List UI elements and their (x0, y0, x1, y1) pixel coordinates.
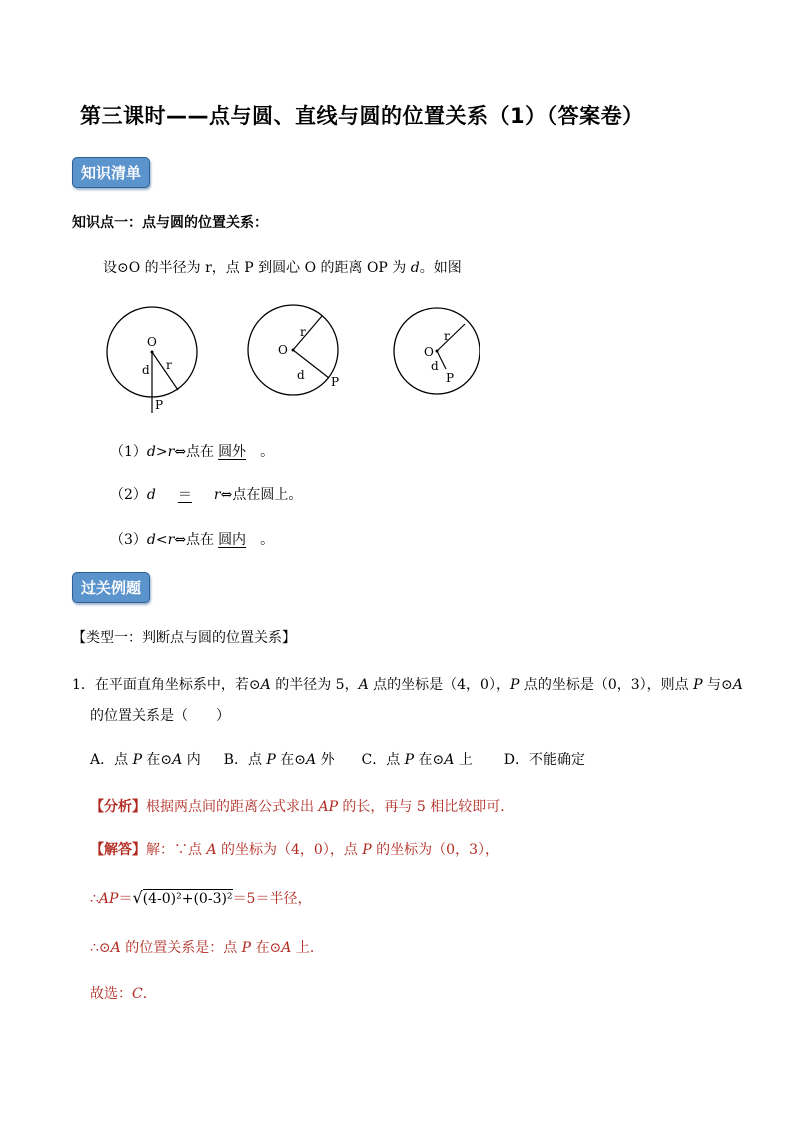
section-badge-examples: 过关例题 (72, 572, 150, 603)
knowledge-point-heading: 知识点一：点与圆的位置关系： (72, 215, 268, 231)
option-d[interactable]: D．不能确定 (503, 752, 585, 768)
fig3-distance-label: d (431, 359, 439, 373)
fig1-radius-label: r (166, 358, 172, 372)
figure-point-on (248, 305, 339, 395)
fig2-center-label: O (278, 343, 288, 357)
figure-point-inside (394, 308, 480, 394)
circle-figures (100, 300, 480, 420)
blank-answer-equal: ＝ (177, 487, 192, 503)
blank-answer-outside: 圆外 (218, 444, 247, 460)
fig3-point-label: P (446, 371, 455, 385)
conclusion-line: ∴⊙A 的位置关系是：点 P 在⊙A 上． (90, 940, 324, 956)
rule-on: （2）d ＝ r⇔点在圆上。 (110, 484, 302, 504)
answer-line: 【解答】解：∵点 A 的坐标为（4，0），点 P 的坐标为（0，3）， (90, 842, 499, 858)
fig3-center-label: O (424, 345, 434, 359)
section-badge-knowledge: 知识清单 (72, 157, 150, 188)
fig1-center-label: O (147, 335, 157, 349)
blank-answer-inside: 圆内 (218, 532, 247, 548)
analysis-line: 【分析】根据两点间的距离公式求出 AP 的长，再与 5 相比较即可． (90, 799, 515, 815)
sqrt-expression: (4-0)²+(0-3)² (142, 891, 233, 907)
figure-point-outside (107, 307, 197, 413)
fig2-point-label: P (331, 375, 340, 389)
intro-text: 设⊙O 的半径为 r，点 P 到圆心 O 的距离 OP 为 d。如图 (103, 260, 462, 276)
page-title: 第三课时——点与圆、直线与圆的位置关系（1）（答案卷） (80, 104, 644, 128)
question-1-line2: 的位置关系是（ ） (90, 708, 230, 724)
question-1-line1: 1．在平面直角坐标系中，若⊙A 的半径为 5，A 点的坐标是（4，0），P 点的坐标是（0，3），则点 P 与⊙A (72, 677, 743, 693)
calculation-line: ∴AP＝√(4-0)²+(0-3)²＝5＝半径， (90, 888, 312, 907)
fig3-radius-label: r (444, 329, 450, 343)
option-b[interactable]: B．点 P 在⊙A 外 (223, 752, 335, 768)
rule-inside: （3）d<r⇔点在 圆内 。 (110, 529, 274, 549)
fig1-point-label: P (155, 398, 164, 412)
rule-outside: （1）d>r⇔点在 圆外 。 (110, 441, 274, 461)
option-a[interactable]: A．点 P 在⊙A 内 (90, 752, 201, 768)
fig2-distance-label: d (297, 368, 305, 382)
option-c[interactable]: C．点 P 在⊙A 上 (361, 752, 473, 768)
question-1-options (90, 749, 585, 769)
fig1-distance-label: d (142, 363, 150, 377)
type-heading: 【类型一：判断点与圆的位置关系】 (72, 630, 296, 646)
fig2-radius-label: r (300, 325, 306, 339)
choice-line: 故选：C． (90, 986, 157, 1002)
